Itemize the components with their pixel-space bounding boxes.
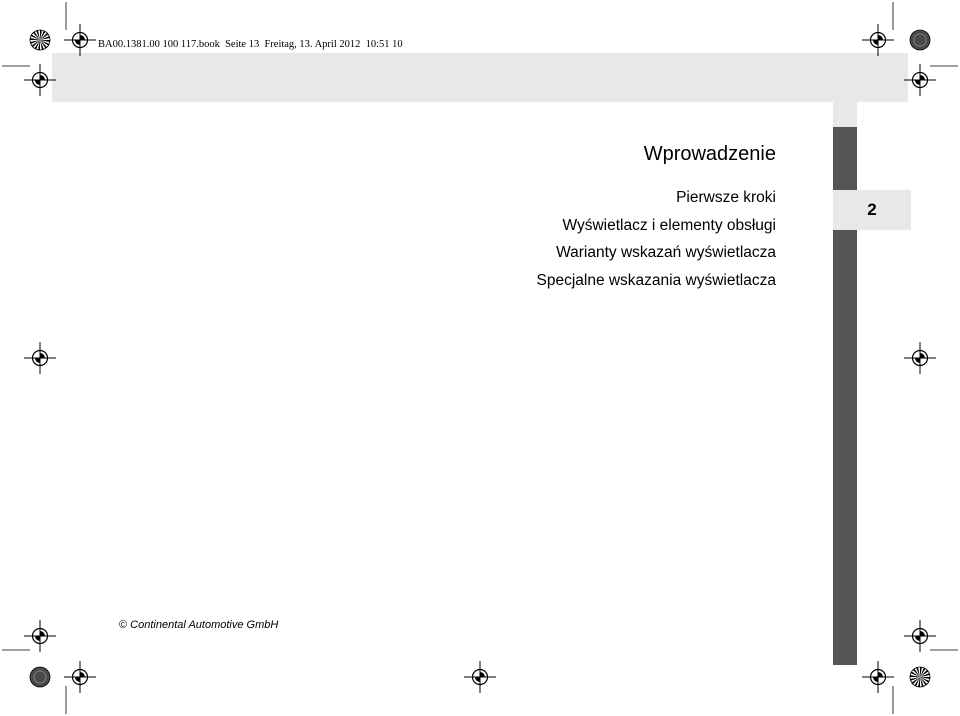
registration-crosshair-icon [24, 64, 56, 96]
gray-target-icon [30, 667, 50, 687]
registration-crosshair-icon [904, 342, 936, 374]
registration-crosshair-icon [464, 661, 496, 693]
registration-crosshair-icon [24, 342, 56, 374]
registration-crosshair-icon [862, 24, 894, 56]
starburst-target-icon [910, 667, 930, 687]
starburst-target-icon [30, 30, 50, 50]
chapter-tab: 2 [833, 190, 911, 230]
section-item: Specjalne wskazania wyświetlacza [536, 271, 776, 289]
section-item: Wyświetlacz i elementy obsługi [562, 216, 776, 234]
registration-crosshair-icon [64, 661, 96, 693]
copyright-text: Continental Automotive GmbH [127, 619, 279, 631]
copyright-symbol: © [119, 619, 128, 631]
gray-target-icon [910, 30, 930, 50]
chapter-title: Wprowadzenie [643, 143, 776, 165]
registration-crosshair-icon [904, 620, 936, 652]
registration-crosshair-icon [24, 620, 56, 652]
section-item: Warianty wskazań wyświetlacza [556, 244, 776, 261]
section-item: Pierwsze kroki [676, 189, 776, 206]
registration-crosshair-icon [862, 661, 894, 693]
registration-crosshair-icon [64, 24, 96, 56]
print-header: BA00.1381.00 100 117.book Seite 13 Freitag, 13. April 2012 10:51 10 [98, 39, 403, 50]
registration-crosshair-icon [904, 64, 936, 96]
